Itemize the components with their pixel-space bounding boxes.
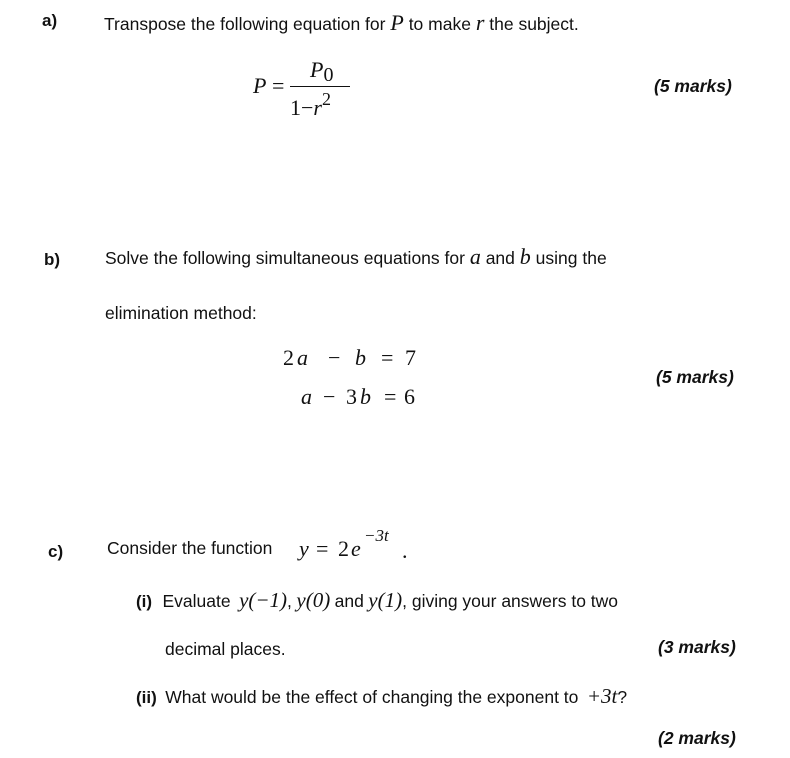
part-b-text-before: Solve the following simultaneous equations for: [105, 248, 465, 268]
part-c-i-marks: (3 marks): [658, 637, 736, 657]
eq-a-numerator: [310, 57, 334, 86]
eq2-coef: 3: [346, 384, 357, 409]
eq1-var1: a: [297, 345, 308, 370]
eq-a-den-exp: 2: [321, 89, 331, 109]
y-neg1: y(−1): [239, 588, 288, 612]
part-c-i-line2: decimal places.: [165, 639, 286, 659]
eq-a-equals: =: [272, 73, 285, 98]
part-a-text-after: the subject.: [489, 14, 579, 34]
part-c-text-before: Consider the function: [107, 538, 273, 558]
func-eq: =: [316, 536, 329, 561]
part-a-text-before: Transpose the following equation for: [104, 14, 386, 34]
part-b-text-and: and: [485, 248, 515, 268]
eq1-rhs: 7: [405, 345, 416, 370]
part-c-ii: [136, 684, 627, 709]
var-P: P: [390, 10, 404, 35]
part-b-label: b): [44, 250, 61, 269]
part-c-ii-marks: (2 marks): [658, 728, 736, 748]
func-y: y: [299, 536, 309, 561]
part-c-i-rest: , giving your answers to two: [402, 591, 619, 611]
part-c-ii-expr: +3t: [586, 684, 618, 708]
eq-a-den-var: r: [313, 95, 322, 120]
part-c-label: c): [48, 542, 64, 561]
eq-a-num-var: P: [310, 57, 324, 82]
part-c-i-label: (i): [136, 592, 153, 611]
func-exp: −3t: [364, 526, 389, 545]
eq-a-den-one: 1: [290, 95, 301, 120]
part-b-text-after: using the: [535, 248, 607, 268]
part-c-ii-text: What would be the effect of changing the exponent to: [165, 687, 579, 707]
eq1-equals: =: [381, 345, 394, 370]
var-a: a: [469, 244, 481, 269]
var-r: r: [475, 10, 485, 35]
eq1-var2: b: [355, 345, 366, 370]
part-b-marks: (5 marks): [656, 367, 734, 387]
y-0: y(0): [296, 588, 331, 612]
eq2-rhs: 6: [404, 384, 415, 409]
part-c-ii-qmark: ?: [617, 687, 628, 707]
part-c-i-comma1: ,: [287, 591, 292, 611]
part-c-instruction: [107, 538, 272, 559]
func-dot: .: [402, 538, 408, 563]
part-a-label: a): [42, 11, 58, 30]
eq-a-lhs: P: [253, 73, 267, 98]
eq2-var1: a: [301, 384, 312, 409]
part-c-i-and: and: [334, 591, 364, 611]
eq-a-fraction-bar: [290, 86, 350, 87]
part-a-marks: (5 marks): [654, 76, 732, 96]
y-1: y(1): [368, 588, 403, 612]
eq-a-denominator: [290, 89, 331, 121]
part-c-i-text: Evaluate: [162, 591, 231, 611]
part-c-i: [136, 588, 618, 613]
eq-a-num-sub: 0: [323, 64, 334, 86]
func-coef: 2: [338, 536, 349, 561]
var-b: b: [519, 244, 531, 269]
func-e: e: [351, 536, 361, 561]
part-b-instruction: [105, 244, 607, 270]
eq2-equals: =: [384, 384, 397, 409]
part-c-ii-label: (ii): [136, 688, 157, 707]
eq1-op: −: [328, 345, 341, 370]
eq1-coef: 2: [283, 345, 294, 370]
eq-a-den-minus: −: [301, 95, 314, 120]
eq2-op: −: [323, 384, 336, 409]
part-b-line2: elimination method:: [105, 303, 257, 323]
part-a-instruction: [104, 10, 579, 36]
eq2-var2: b: [360, 384, 371, 409]
part-a-text-mid: to make: [408, 14, 471, 34]
